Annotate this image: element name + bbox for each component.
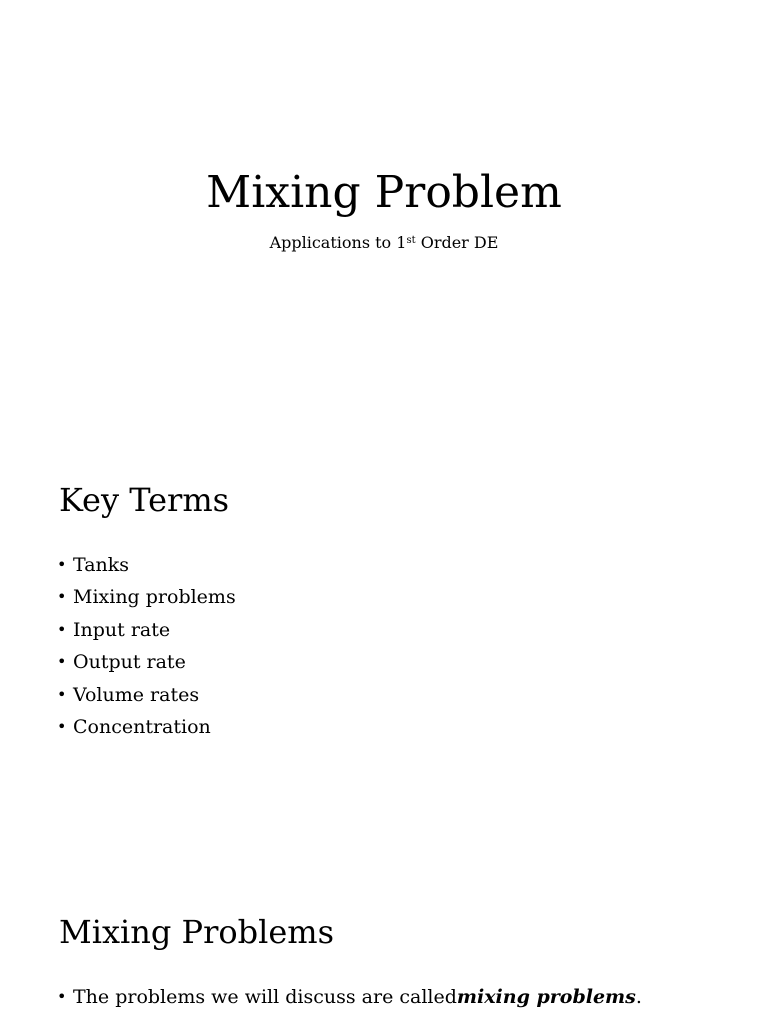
bullet-icon: • (57, 587, 67, 607)
mixing-problems-list (57, 981, 642, 1013)
bullet-icon: • (57, 619, 67, 639)
bullet-icon: • (57, 652, 67, 672)
list-item (57, 614, 236, 646)
list-item-text: Output rate (73, 651, 186, 674)
list-item (57, 679, 236, 711)
slide-subtitle (0, 232, 768, 254)
list-item (57, 549, 236, 581)
bullet-icon: • (57, 716, 67, 736)
key-terms-heading: Key Terms (59, 481, 230, 519)
bullet-text-suffix: . (635, 986, 642, 1008)
title-slide (0, 0, 768, 430)
list-item-text: Volume rates (73, 683, 200, 706)
subtitle-prefix: Applications to 1 (269, 233, 407, 252)
list-item (57, 581, 236, 613)
list-item-text: Concentration (73, 715, 211, 738)
list-item (57, 711, 236, 743)
key-terms-list (57, 549, 236, 743)
list-item (57, 981, 642, 1013)
list-item-text: Input rate (73, 618, 171, 641)
slide-title: Mixing Problem (206, 167, 562, 218)
bullet-text-emphasis: mixing problems (456, 986, 636, 1008)
list-item-text: Tanks (73, 554, 130, 576)
bullet-icon: • (57, 684, 67, 704)
subtitle-suffix: Order DE (415, 233, 499, 252)
mixing-problems-heading: Mixing Problems (59, 913, 335, 951)
key-terms-slide (0, 430, 768, 870)
list-item-text: Mixing problems (73, 586, 236, 609)
list-item (57, 646, 236, 678)
subtitle-superscript: st (406, 235, 416, 246)
bullet-icon: • (57, 987, 67, 1006)
bullet-text-prefix: The problems we will discuss are called (73, 986, 457, 1008)
mixing-problems-slide (0, 870, 768, 1024)
bullet-icon: • (57, 555, 67, 574)
